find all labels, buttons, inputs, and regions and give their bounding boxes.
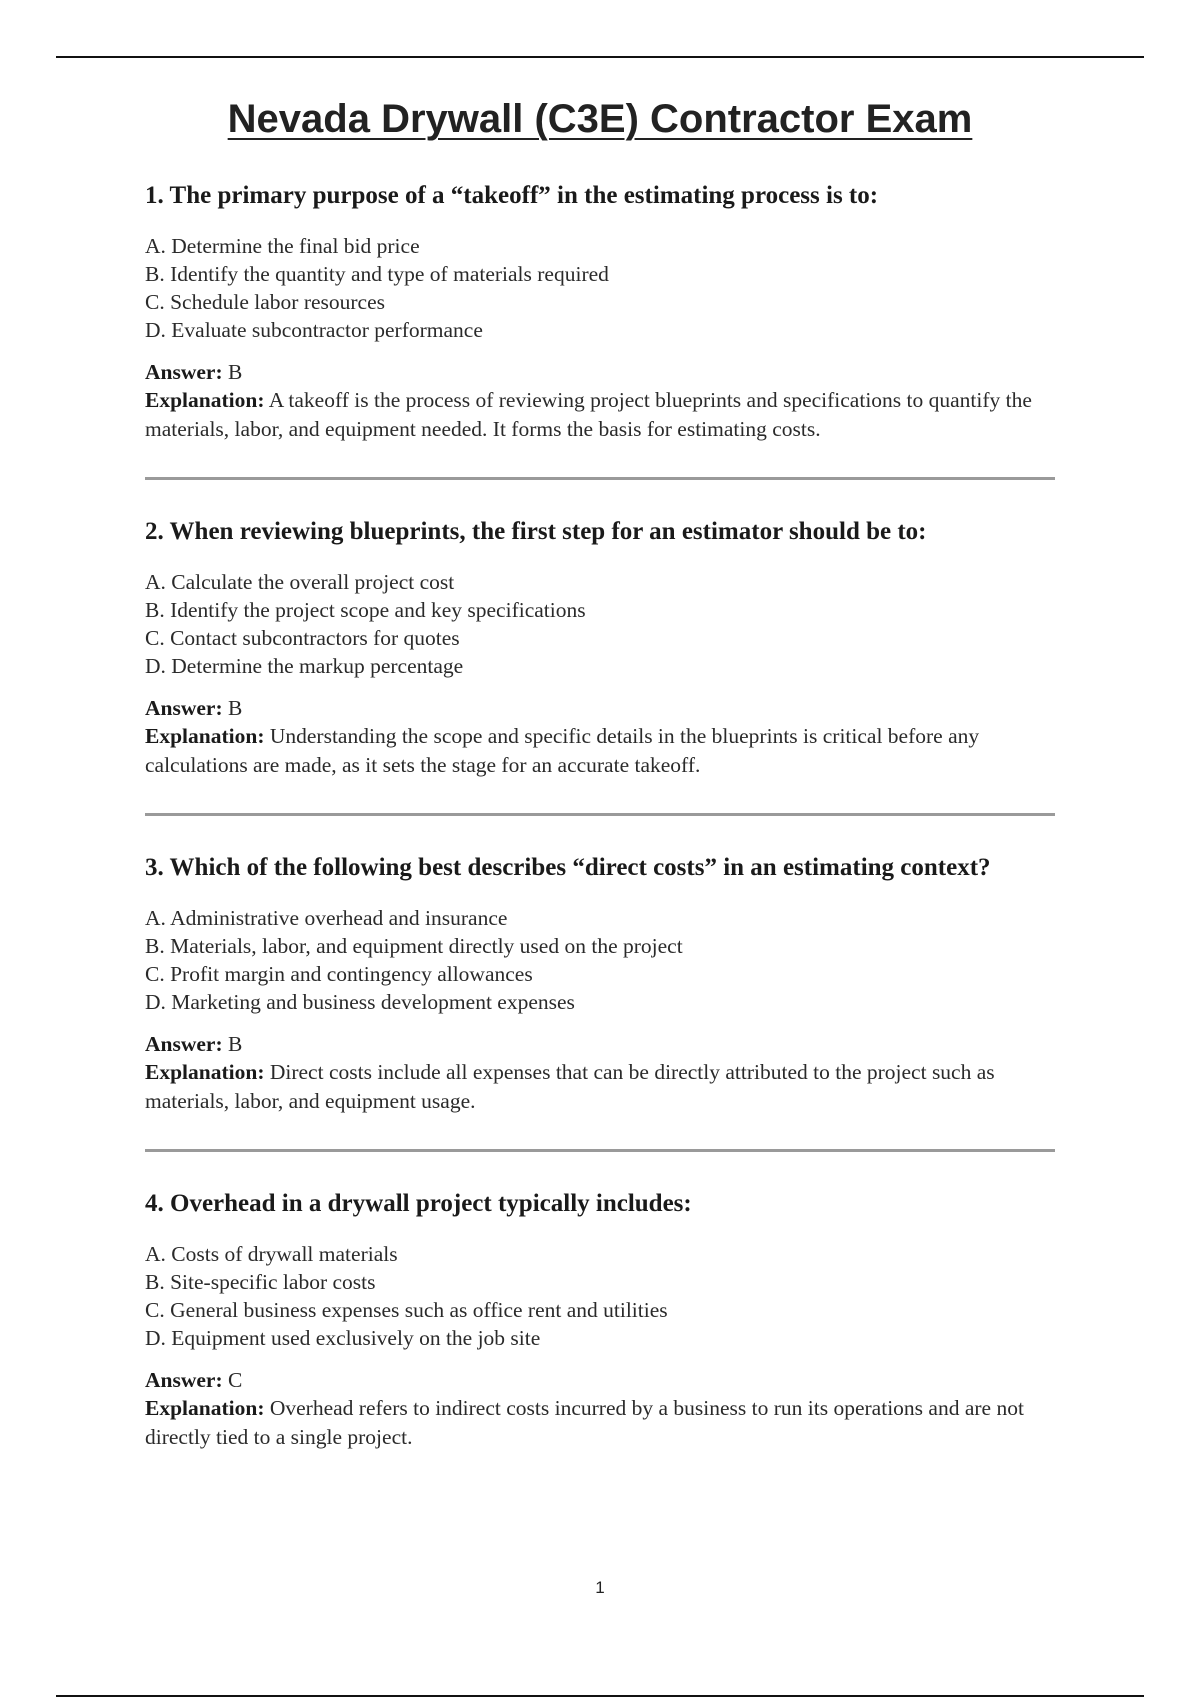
option-list: [145, 568, 1061, 680]
answer-line: [145, 1030, 1061, 1058]
question-prompt: 2. When reviewing blueprints, the first step for an estimator should be to:: [145, 518, 927, 545]
explanation-text: Overhead refers to indirect costs incurred by a business to run its operations and are not directly tied to a single project.: [145, 1396, 1024, 1449]
option-b: B. Identify the project scope and key specifications: [145, 598, 586, 622]
explanation-line: [145, 722, 1061, 779]
page-number: 1: [595, 1578, 605, 1597]
top-rule: [56, 56, 1144, 58]
explanation-line: [145, 1058, 1061, 1115]
question-block-3: [145, 852, 1061, 1115]
answer-value: C: [228, 1368, 243, 1392]
section-divider: [145, 477, 1055, 480]
question-prompt: 4. Overhead in a drywall project typically includes:: [145, 1190, 692, 1217]
answer-line: [145, 358, 1061, 386]
question-block-2: [145, 516, 1061, 779]
explanation-label: Explanation:: [145, 388, 265, 412]
section-divider: [145, 1149, 1055, 1152]
answer-label: Answer:: [145, 1032, 223, 1056]
option-a: A. Costs of drywall materials: [145, 1242, 398, 1266]
question-prompt: 1. The primary purpose of a “takeoff” in the estimating process is to:: [145, 182, 879, 209]
explanation-text: Understanding the scope and specific details in the blueprints is critical before any calculations are made, as it sets the stage for an accurate takeoff.: [145, 724, 980, 777]
answer-line: [145, 694, 1061, 722]
answer-line: [145, 1366, 1061, 1394]
option-d: D. Determine the markup percentage: [145, 654, 464, 678]
option-b: B. Materials, labor, and equipment directly used on the project: [145, 934, 683, 958]
explanation-text: A takeoff is the process of reviewing project blueprints and specifications to quantify the materials, labor, and equipment needed. It forms the basis for estimating costs.: [145, 388, 1032, 441]
option-list: [145, 1240, 1061, 1352]
answer-label: Answer:: [145, 1368, 223, 1392]
question-prompt: 3. Which of the following best describes “direct costs” in an estimating context?: [145, 854, 991, 881]
option-c: C. Contact subcontractors for quotes: [145, 626, 460, 650]
answer-value: B: [228, 696, 243, 720]
option-a: A. Determine the final bid price: [145, 234, 420, 258]
option-a: A. Calculate the overall project cost: [145, 570, 455, 594]
question-block-1: [145, 180, 1061, 443]
question-block-4: [145, 1188, 1061, 1451]
option-d: D. Marketing and business development expenses: [145, 990, 575, 1014]
explanation-label: Explanation:: [145, 1396, 265, 1420]
explanation-text: Direct costs include all expenses that can be directly attributed to the project such as materials, labor, and equipment usage.: [145, 1060, 995, 1113]
explanation-line: [145, 1394, 1061, 1451]
option-a: A. Administrative overhead and insurance: [145, 906, 508, 930]
explanation-label: Explanation:: [145, 1060, 265, 1084]
section-divider: [145, 813, 1055, 816]
answer-label: Answer:: [145, 360, 223, 384]
option-list: [145, 232, 1061, 344]
explanation-line: [145, 386, 1061, 443]
answer-value: B: [228, 1032, 243, 1056]
option-d: D. Equipment used exclusively on the job site: [145, 1326, 541, 1350]
bottom-rule: [56, 1695, 1144, 1697]
answer-value: B: [228, 360, 243, 384]
option-c: C. General business expenses such as office rent and utilities: [145, 1298, 668, 1322]
option-b: B. Site-specific labor costs: [145, 1270, 376, 1294]
option-b: B. Identify the quantity and type of materials required: [145, 262, 609, 286]
answer-label: Answer:: [145, 696, 223, 720]
option-c: C. Schedule labor resources: [145, 290, 386, 314]
option-c: C. Profit margin and contingency allowances: [145, 962, 533, 986]
page-title: Nevada Drywall (C3E) Contractor Exam: [227, 96, 973, 141]
option-d: D. Evaluate subcontractor performance: [145, 318, 483, 342]
option-list: [145, 904, 1061, 1016]
question-list: [145, 180, 1061, 1451]
explanation-label: Explanation:: [145, 724, 265, 748]
